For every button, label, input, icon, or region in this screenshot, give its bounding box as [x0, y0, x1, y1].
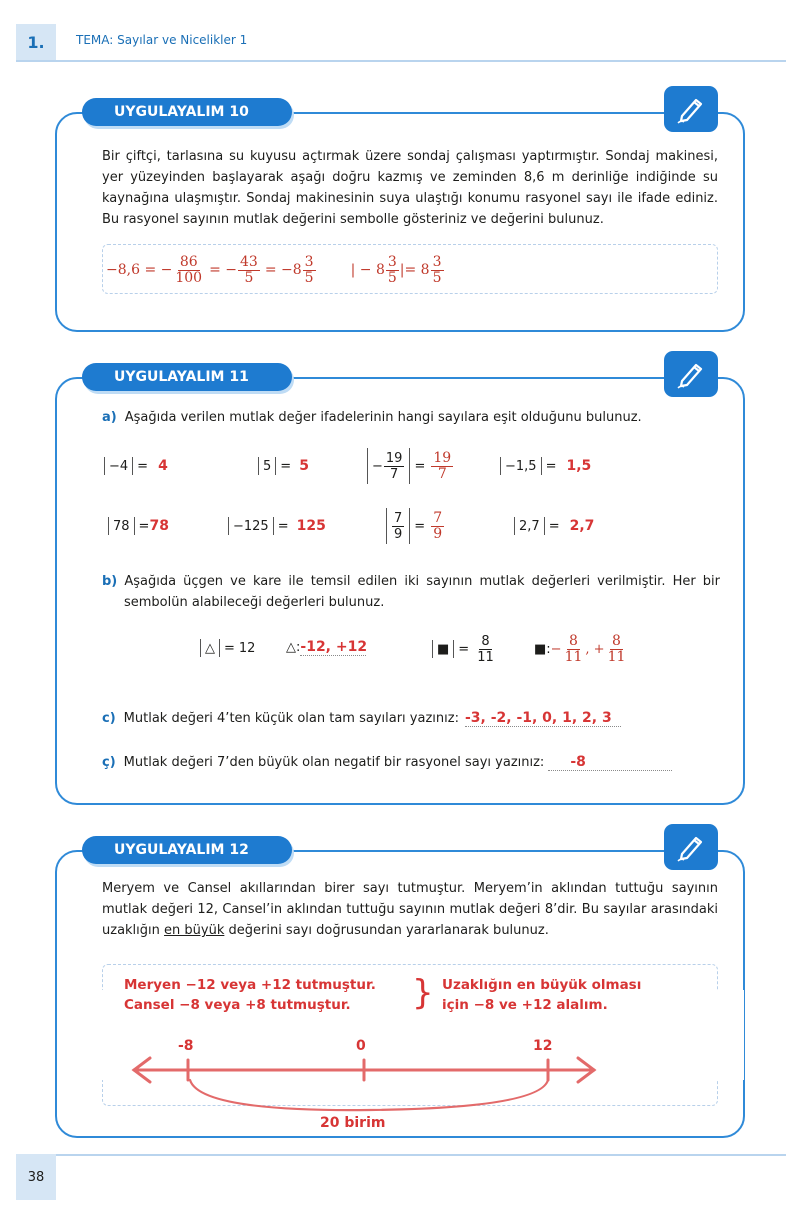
answer-4: 1,5 — [566, 458, 592, 474]
abs-item-2: 5 = 5 — [254, 455, 309, 477]
question-c-answer: -3, -2, -1, 0, 1, 2, 3 — [465, 710, 621, 727]
abs-item-6: −125 = 125 — [224, 515, 326, 537]
triangle-answer: △: -12, +12 — [286, 638, 368, 655]
answer-6: 125 — [296, 518, 326, 534]
answer-5: 78 — [149, 518, 169, 534]
abs-item-7: $\frac{7}{9}$ = $\frac{7}{9}$ — [382, 506, 445, 546]
question-b-label: b) — [102, 574, 118, 589]
triangle-abs: △ = 12 — [196, 637, 255, 659]
answer-right-text: Uzaklığın en büyük olması için −8 ve +12 alalım. — [442, 977, 642, 1013]
answer-3: $\frac{19}{7}$ — [433, 449, 452, 482]
question-b — [102, 571, 720, 613]
answer-8: 2,7 — [569, 518, 595, 534]
header-divider — [16, 60, 786, 62]
footer-divider — [56, 1154, 786, 1156]
chapter-number: 1. — [16, 24, 56, 60]
tick-label-0: 0 — [356, 1038, 366, 1054]
answer-7: $\frac{7}{9}$ — [433, 509, 443, 542]
abs-item-3: − $\frac{19}{7}$ = $\frac{19}{7}$ — [363, 446, 454, 486]
distance-label: 20 birim — [320, 1115, 386, 1131]
fraction-3-5: $\frac{3}{5}$ — [304, 253, 314, 286]
abs-lead: | − 8 — [350, 262, 385, 278]
answer-lead: −8,6 = − — [106, 262, 173, 278]
tick-label-minus-8: -8 — [178, 1038, 194, 1054]
abs-eq: |= 8 — [399, 262, 430, 278]
question-d — [102, 754, 672, 771]
square-abs: ■ = $\frac{8}{11}$ — [428, 629, 497, 669]
answer-eq3: = −8 — [264, 262, 302, 278]
question-d-text: Mutlak değeri 7’den büyük olan negatif bir rasyonel sayı yazınız: — [123, 755, 545, 770]
exercise-10-title: UYGULAYALIM 10 — [82, 98, 292, 126]
exercise-12-text: Meryem ve Cansel akıllarından birer sayı tutmuştur. Meryem’in aklından tuttuğu sayının mutlak değeri 12, Cansel’in aklından tuttuğu sayının mutlak değeri 8’dir. Bu sayılar arasındaki uzaklığın en büyük değerini sayı doğrusundan yararlanarak bulunuz. — [102, 881, 718, 938]
square-answer: ■: − $\frac{8}{11}$ , + $\frac{8}{11}$ — [534, 632, 626, 665]
answer-eq2: = − — [209, 262, 238, 278]
answer-1: 4 — [158, 458, 168, 474]
exercise-10-answer — [106, 250, 445, 290]
tick-label-12: 12 — [533, 1038, 553, 1054]
pencil-icon — [664, 351, 718, 397]
fraction-86-100: $\frac{86}{100}$ — [175, 253, 203, 286]
question-d-label: ç) — [102, 755, 116, 770]
fraction-3-5-b: $\frac{3}{5}$ — [387, 253, 397, 286]
question-d-answer: -8 — [548, 754, 672, 771]
underlined-phrase: en büyük — [164, 923, 225, 938]
question-a-label: a) — [102, 410, 117, 425]
abs-item-8: 2,7 = 2,7 — [510, 515, 594, 537]
question-c — [102, 710, 621, 727]
exercise-12-title: UYGULAYALIM 12 — [82, 836, 292, 864]
abs-item-1: −4 = 4 — [100, 455, 168, 477]
abs-item-4: −1,5 = 1,5 — [496, 455, 591, 477]
answer-left-text: Meryen −12 veya +12 tutmuştur. Cansel −8 veya +8 tutmuştur. — [124, 977, 376, 1013]
triangle-values: -12, +12 — [300, 638, 368, 655]
answer-2: 5 — [299, 458, 309, 474]
distance-arc — [190, 1080, 548, 1110]
question-c-label: c) — [102, 711, 116, 726]
question-b-text: Aşağıda üçgen ve kare ile temsil edilen iki sayının mutlak değerleri verilmiştir. Her bir sembolün alabileceği değerleri bulunuz. — [124, 574, 720, 610]
exercise-11-title: UYGULAYALIM 11 — [82, 363, 292, 391]
exercise-10-text: Bir çiftçi, tarlasına su kuyusu açtırmak üzere sondaj çalışması yaptırmıştır. Sondaj makinesi, yer yüzeyinden başlayarak aşağı doğru kazmış ve zeminden 8,6 m derinliğe indiğinde su kaynağına ulaşmıştır. Sondaj makinesinin suya ulaştığı konumu rasyonel sayı ile ifade ediniz. Bu rasyonel sayının mutlak değerini sembolle gösteriniz ve değerini bulunuz. — [102, 149, 718, 227]
pencil-icon — [664, 86, 718, 132]
question-c-text: Mutlak değeri 4’ten küçük olan tam sayıları yazınız: — [123, 711, 459, 726]
pencil-icon — [664, 824, 718, 870]
fraction-3-5-c: $\frac{3}{5}$ — [432, 253, 442, 286]
page-number: 38 — [16, 1154, 56, 1200]
abs-item-5: 78 = 78 — [104, 515, 169, 537]
question-a-text: Aşağıda verilen mutlak değer ifadelerinin hangi sayılara eşit olduğunu bulunuz. — [124, 410, 642, 425]
header-title: TEMA: Sayılar ve Nicelikler 1 — [76, 33, 248, 47]
brace: } — [412, 973, 434, 1013]
question-a — [102, 410, 642, 425]
fraction-43-5: $\frac{43}{5}$ — [240, 253, 258, 286]
